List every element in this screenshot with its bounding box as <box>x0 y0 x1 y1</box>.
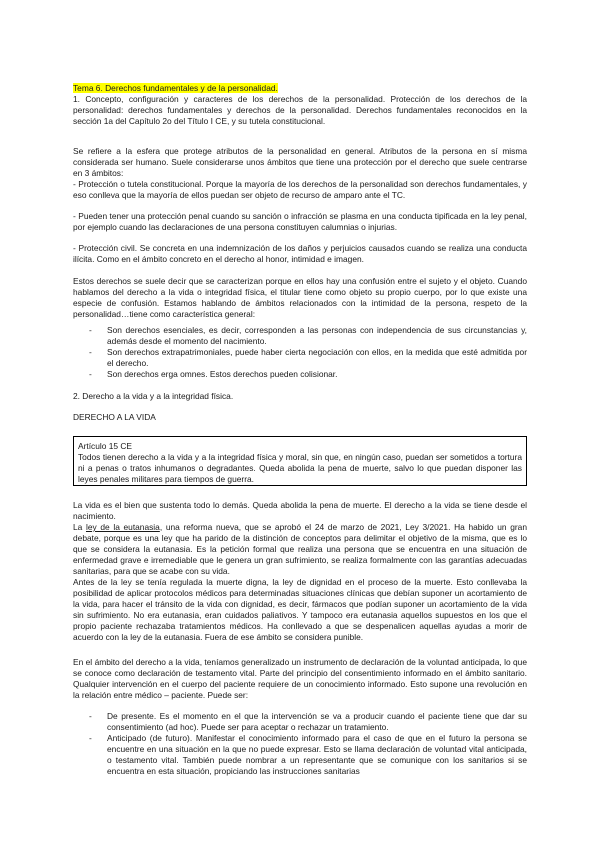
dash-bullet: - <box>89 347 92 357</box>
dash-bullet: - <box>89 369 92 379</box>
articulo-text: Todos tienen derecho a la vida y a la integridad física y moral, sin que, en ningún caso, puedan ser sometidos a tortura ni a penas o tratos inhumanos o degradantes. Queda abolida la pena de muerte, salvo lo que puedan disponer las leyes penales militares para tiempos de guerra. <box>78 452 522 484</box>
confusion-paragraph: Estos derechos se suele decir que se caracterizan porque en ellos hay una confusión entre el sujeto y el objeto. Cuando hablamos del derecho a la vida o integridad física, el titular tiene como objeto su propio cuerpo, por lo que existe una especie de confusión. Estamos hablando de ámbitos relacionados con la intimidad de la persona, respeto de la personalidad…tiene como característica general: <box>73 276 527 319</box>
list-item <box>89 369 527 380</box>
derecho-vida-title: DERECHO A LA VIDA <box>73 412 156 422</box>
eutanasia-rest: , una reforma nueva, que se aprobó el 24 de marzo de 2021, Ley 3/2021. Ha habido un gran debate, porque es una ley que ha parido de la distinción de conceptos para delimitar el objetivo de la misma, que es lo que se considera la eutanasia. Es la petición formal que realiza una persona que se encuentra en una situación de enfermedad grave e irremediable que le genera un gran sufrimiento, se realiza formalmente con las garantías adecuadas sanitarias, para que se acabe con su vida. <box>73 522 527 576</box>
intro-paragraph: Se refiere a la esfera que protege atributos de la personalidad en general. Atributos de la persona en sí misma considerada ser humano. Suele considerarse unos ámbitos que tiene una protección por el derecho que suele centrarse en 3 ámbitos: <box>73 146 527 178</box>
articulo-title: Artículo 15 CE <box>78 441 132 451</box>
dash-bullet: - <box>89 711 92 721</box>
ambito-penal: - Pueden tener una protección penal cuando su sanción o infracción se plasma en una conducta tipificada en la ley penal, por ejemplo cuando las declaraciones de una persona constituyen calumnias o injurias. <box>73 211 527 232</box>
list-item <box>89 347 527 369</box>
vida-bien-paragraph: La vida es el bien que sustenta todo lo demás. Queda abolida la pena de muerte. El derecho a la vida se tiene desde el nacimiento. <box>73 500 527 521</box>
list-item-text: Son derechos extrapatrimoniales, puede haber cierta negociación con ellos, en la medida que esté admitida por el derecho. <box>107 347 527 368</box>
list-item-text: Son derechos erga omnes. Estos derechos pueden colisionar. <box>107 369 338 379</box>
antes-ley-paragraph: Antes de la ley se tenía regulada la muerte digna, la ley de dignidad en el proceso de la muerte. Esto conllevaba la posibilidad de aplicar protocolos médicos para determinadas situaciones clínicas que debían suponer un acortamiento de la vida, para hacer el tránsito de la vida con dignidad, es decir, fármacos que podían suponer un acortamiento de la vida sin sufrimiento. No era eutanasia, eran cuidados paliativos. Y tampoco era eutanasia aquellos supuestos en los que el propio paciente rechazaba tratamientos médicos. Ha conllevado a que se despenalicen aquellas ayudas a morir de acuerdo con la ley de la eutanasia. Fuera de ese ámbito se considera punible. <box>73 577 527 642</box>
ambito-constitucional: - Protección o tutela constitucional. Porque la mayoría de los derechos de la personalidad son derechos fundamentales, y eso conlleva que la mayoría de ellos puedan ser objeto de recurso de amparo ante el TC. <box>73 179 527 200</box>
topic-subheading: 1. Concepto, configuración y caracteres de los derechos de la personalidad. Protección de los derechos de la personalidad: derechos fundamentales y derechos de la personalidad. Derechos fundamentales reconocidos en la sección 1a del Capítulo 2o del Título I CE, y su tutela constitucional. <box>73 94 527 126</box>
dash-bullet: - <box>89 733 92 743</box>
section-2-heading: 2. Derecho a la vida y a la integridad física. <box>73 391 234 401</box>
dash-bullet: - <box>89 325 92 335</box>
list-item-text: Anticipado (de futuro). Manifestar el conocimiento informado para el caso de que en el futuro la persona se encuentre en una situación en la que no puede expresar. Esto se llama declaración de voluntad vital anticipada, o testamento vital. También puede nombrar a un representante que se comunique con los sanitarios si se encuentra en esta situación, propiciando las instrucciones sanitarias <box>107 733 527 776</box>
eutanasia-paragraph <box>73 522 527 577</box>
eutanasia-link-text: ley de la eutanasia <box>85 522 160 532</box>
eutanasia-prefix: La <box>73 522 86 532</box>
topic-heading <box>73 83 527 94</box>
list-item <box>89 711 527 733</box>
list-item <box>89 325 527 347</box>
topic-heading-highlight: Tema 6. Derechos fundamentales y de la personalidad. <box>73 83 278 93</box>
ambito-vida-paragraph: En el ámbito del derecho a la vida, teníamos generalizado un instrumento de declaración de la voluntad anticipada, lo que se conoce como declaración de testamento vital. Parte del principio del consentimiento informado en el ámbito sanitario. Qualquier intervención en el cuerpo del paciente requiere de un conocimiento informado. Esto supone una revolución en la relación entre médico – paciente. Puede ser: <box>73 657 527 700</box>
list-item-text: Son derechos esenciales, es decir, corresponden a las personas con independencia de sus circunstancias y, además desde el momento del nacimiento. <box>107 325 527 346</box>
ambito-civil: - Protección civil. Se concreta en una indemnización de los daños y perjuicios causados cuando se realiza una conducta ilícita. Como en el ámbito concreto en el derecho al honor, intimidad e imagen. <box>73 243 527 264</box>
list-item-text: De presente. Es el momento en el que la intervención se va a producir cuando el paciente tiene que dar su consentimiento (ad hoc). Puede ser para aceptar o rechazar un tratamiento. <box>107 711 527 732</box>
list-item <box>89 733 527 777</box>
articulo-15-box <box>73 436 527 486</box>
